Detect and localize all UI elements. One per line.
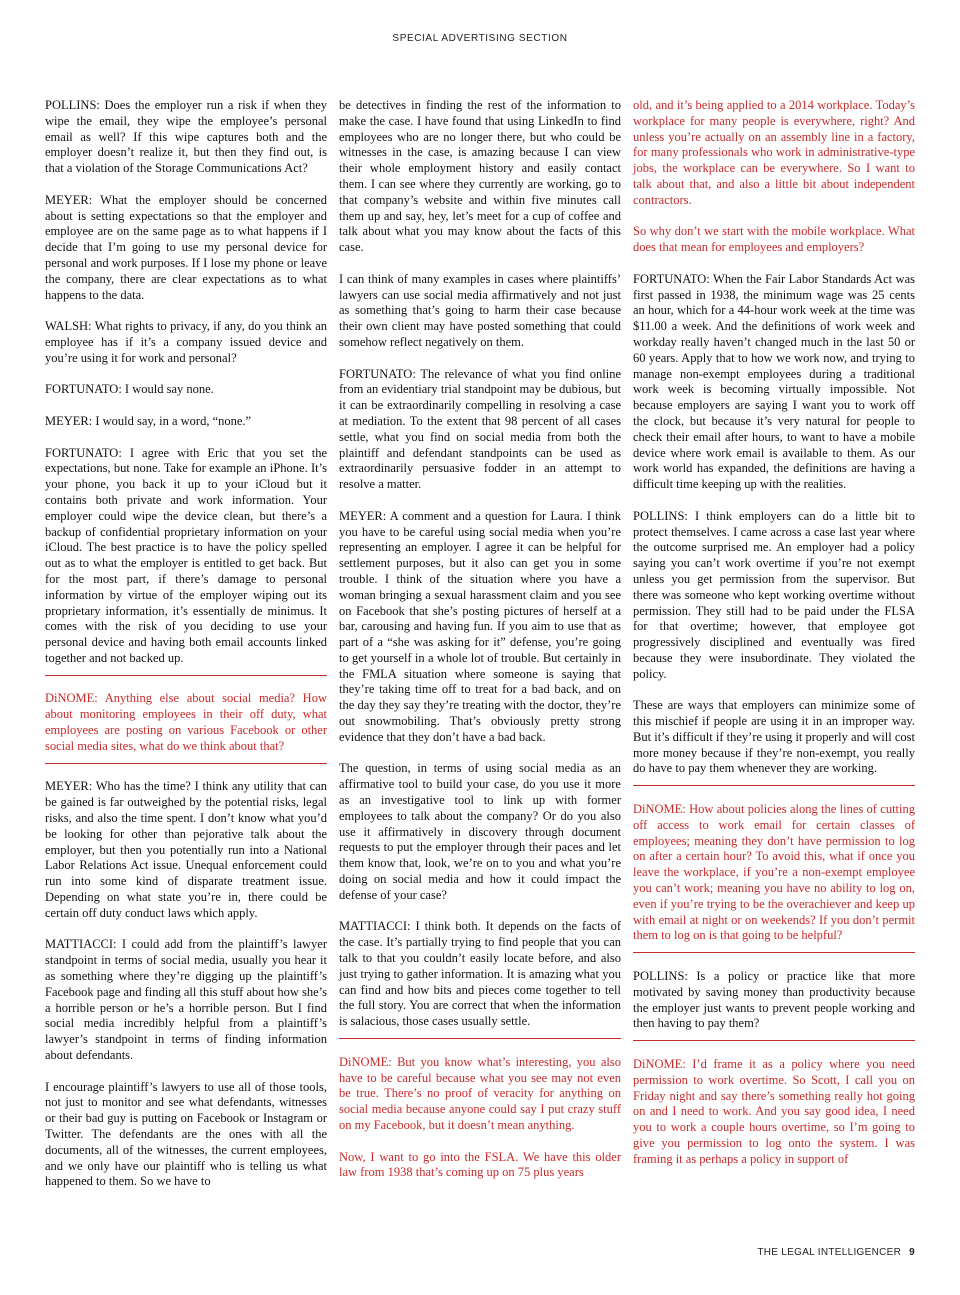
paragraph: MEYER: Who has the time? I think any utility that can be gained is far outweighed by the potential risks, legal risks, and also the time spent. I don’t know what you’d be looking for other than pejorative talk about the employer, but then you potentially run into a National Labor Relations Act issue. Unequal enforcement could run into some kind of disparate treatment issue. Depending on what state you’re in, there could be certain off duty conduct laws which apply. — [45, 779, 327, 920]
paragraph: I can think of many examples in cases where plaintiffs’ lawyers can use social media affirmatively and not just as something that’s going to harm their case because their own client may have posted something that could somehow reflect negatively on them. — [339, 271, 621, 349]
publication-name: THE LEGAL INTELLIGENCER — [757, 1247, 902, 1258]
paragraph: POLLINS: Is a policy or practice like that more motivated by saving money than productivity because the employer just wants to prevent people working and then having to pay them? — [633, 969, 915, 1041]
moderator-question: DiNOME: Anything else about social media? How about monitoring employees in their off duty, what employees are posting on various Facebook or other social media sites, what do we think about that? — [45, 691, 327, 763]
paragraph: I encourage plaintiff’s lawyers to use all of those tools, not just to monitor and see what defendants, witnesses or their bad guy is putting on Facebook or Instagram or Twitter. The defendants are the ones with all the documents, all of the witnesses, the current employees, and we only have our plaintiff who is telling us what happened to them. So we have to — [45, 1079, 327, 1189]
text-column-1 — [45, 98, 327, 1206]
page-number: 9 — [909, 1247, 915, 1258]
moderator-question: DiNOME: But you know what’s interesting, you also have to be careful because what you see may not even be true. There’s no proof of veracity for anything on social media because anyone could say I put crazy stuff on my Facebook, but it doesn’t mean anything. — [339, 1054, 621, 1132]
moderator-question: DiNOME: How about policies along the lines of cutting off access to work email for certain classes of employees; meaning they don’t have permission to log on after a certain hour? To avoid this, what if once you leave the workplace, if you’re a non-exempt employee you can’t work; meaning you have no ability to log on, even if you’re trying to be the overachiever and keep up with email at night or on weekends? If you don’t permit them to log on is that going to be helpful? — [633, 802, 915, 953]
paragraph: MATTIACCI: I think both. It depends on the facts of the case. It’s partially trying to find people that you can talk to that you couldn’t easily locate before, and also just trying to gather information. It is amazing what you can find and how bits and pieces come together to tell the full story. You are correct that when the information is salacious, those cases usually settle. — [339, 919, 621, 1039]
paragraph: These are ways that employers can minimize some of this mischief if people are using it in an improper way. But it’s difficult if they’re using it properly and will cost more money because if they’re non-exempt, you really do have to pay them whenever they are working. — [633, 698, 915, 786]
paragraph: be detectives in finding the rest of the information to make the case. I have found that using LinkedIn to find employees who are no longer there, but who could be witnesses in the case, is amazing because I can view their whole employment history and easily contact them. I can see where they currently are working, go to that company’s website and within five minutes call them up and say, hey, let’s meet for a cup of coffee and talk about what you may know about the facts of this case. — [339, 98, 621, 255]
moderator-question: old, and it’s being applied to a 2014 workplace. Today’s workplace for many people is everywhere, right? And unless you’re actually on an assembly line in a factory, for many professionals who work in administrative-type jobs, the workplace can be everywhere. So I want to talk about that, and also a little bit about independent contractors. — [633, 98, 915, 207]
text-column-3 — [633, 98, 915, 1183]
paragraph: WALSH: What rights to privacy, if any, do you think an employee has if it’s a company issued device and you’re using it for work and personal? — [45, 319, 327, 365]
paragraph: MEYER: What the employer should be concerned about is setting expectations so that the employer and employee are on the same page as to what happens if I decide that I’m going to use my personal device for personal and work purposes. If I lose my phone or leave the company, there are clear expectations as to what happens to the data. — [45, 192, 327, 302]
paragraph: MATTIACCI: I could add from the plaintiff’s lawyer standpoint in terms of social media, usually you hear it as something where they’re digging up the plaintiff’s Facebook page and finding all this stuff about how she’s a horrible person or he’s a horrible person. But I find social media incredibly helpful from a plaintiff’s lawyer’s standpoint in terms of finding information about defendants. — [45, 937, 328, 1063]
moderator-question: So why don’t we start with the mobile workplace. What does that mean for employees and employers? — [633, 224, 915, 255]
moderator-question: Now, I want to go into the FSLA. We have this older law from 1938 that’s coming up on 75 plus years — [339, 1149, 621, 1180]
paragraph: MEYER: I would say, in a word, “none.” — [45, 413, 252, 428]
text-column-2 — [339, 98, 621, 1197]
paragraph: FORTUNATO: I would say none. — [45, 382, 214, 397]
paragraph: FORTUNATO: The relevance of what you find online from an evidentiary trial standpoint may be dubious, but it can be extraordinarily compelling in resolving a case at mediation. To the extent that 98 percent of all cases settle, what you find on social media from both the plaintiff and defendant standpoints can be used as extraordinarily persuasive fodder in an attempt to resolve a matter. — [339, 366, 621, 492]
moderator-question: DiNOME: I’d frame it as a policy where you need permission to work overtime. So Scott, I call you on Friday night and say there’s something really hot going on and I need to work. And you say good idea, I need you to work a couple hours overtime, so I’m going to give you permission to log onto the system. I was framing it as perhaps a policy in support of — [633, 1057, 915, 1166]
paragraph: MEYER: A comment and a question for Laura. I think you have to be careful using social media when you’re representing an employer. I agree it can be helpful for settlement purposes, but it also can get you in some trouble. I think of the situation where you have a woman bringing a sexual harassment claim and you see on Facebook that she’s posting pictures of herself at a bar, carousing and having fun. If you aim to use that as part of a “she was asking for it” defense, you’re going to get yourself in a whole lot of trouble. But certainly in the FMLA situation where someone is saying that they’re taking time off to treat for a bad back, and on the day they say they’re treating with the doctor, they’re out snowmobiling. That’s obviously pretty strong evidence that they don’t have a bad back. — [339, 508, 621, 744]
paragraph: POLLINS: Does the employer run a risk if when they wipe the email, they wipe the employee’s personal email as well? If this wipe captures both and the employer doesn’t realize it, but then they find out, is that a violation of the Storage Communications Act? — [45, 98, 327, 176]
section-header: SPECIAL ADVERTISING SECTION — [392, 33, 568, 44]
page-footer — [757, 1247, 915, 1258]
paragraph: POLLINS: I think employers can do a little bit to protect themselves. I came across a case last year where the outcome surprised me. An employer had a policy saying you can’t work overtime if you’re not exempt unless you get permission from the supervisor. But there was someone who kept working overtime without permission. They still had to be paid under the FLSA for that overtime; however, that employee got progressively disciplined and eventually was fired because they were insubordinate. They violated the policy. — [633, 508, 915, 681]
paragraph: The question, in terms of using social media as an affirmative tool to build your case, do you use it more as an investigative tool to link up with former employees to talk about the company? Or do you also use it affirmatively in discovery through document requests to put the employer through their paces and let them know that, look, we’re on to you and what you’re doing on social media and how it could impact the defense of your case? — [339, 761, 621, 902]
paragraph: FORTUNATO: When the Fair Labor Standards Act was first passed in 1938, the minimum wage was 25 cents an hour, which for a 44-hour work week at the time was $11.00 a week. And the definitions of work week and workday really haven’t changed much in the last 50 or 60 years. Apply that to how we work now, and trying to manage non-exempt employees during a traditional work week is becoming virtually impossible. Not because employers are saying I want you to work off the clock, but because it’s very natural for people to check their email after hours, to want to have a mobile device where work email is available to them. As our work world has expanded, the definitions are having a difficult time keeping up with the realities. — [633, 271, 915, 492]
paragraph: FORTUNATO: I agree with Eric that you set the expectations, but none. Take for example an iPhone. It’s your phone, you back it up to your iCloud but it contains both private and work information. Your employer could wipe the device clean, but there’s a backup of confidential proprietary information on your iCloud. The best practice is to have the policy spelled out as to what the employer is entitled to get back. But for the most part, if there’s damage to personal information by virtue of the employer wiping out its proprietary information, it’s essentially de minimus. It comes with the risk of you deciding to use your personal device and having both email accounts linked together and not backed up. — [45, 446, 327, 676]
